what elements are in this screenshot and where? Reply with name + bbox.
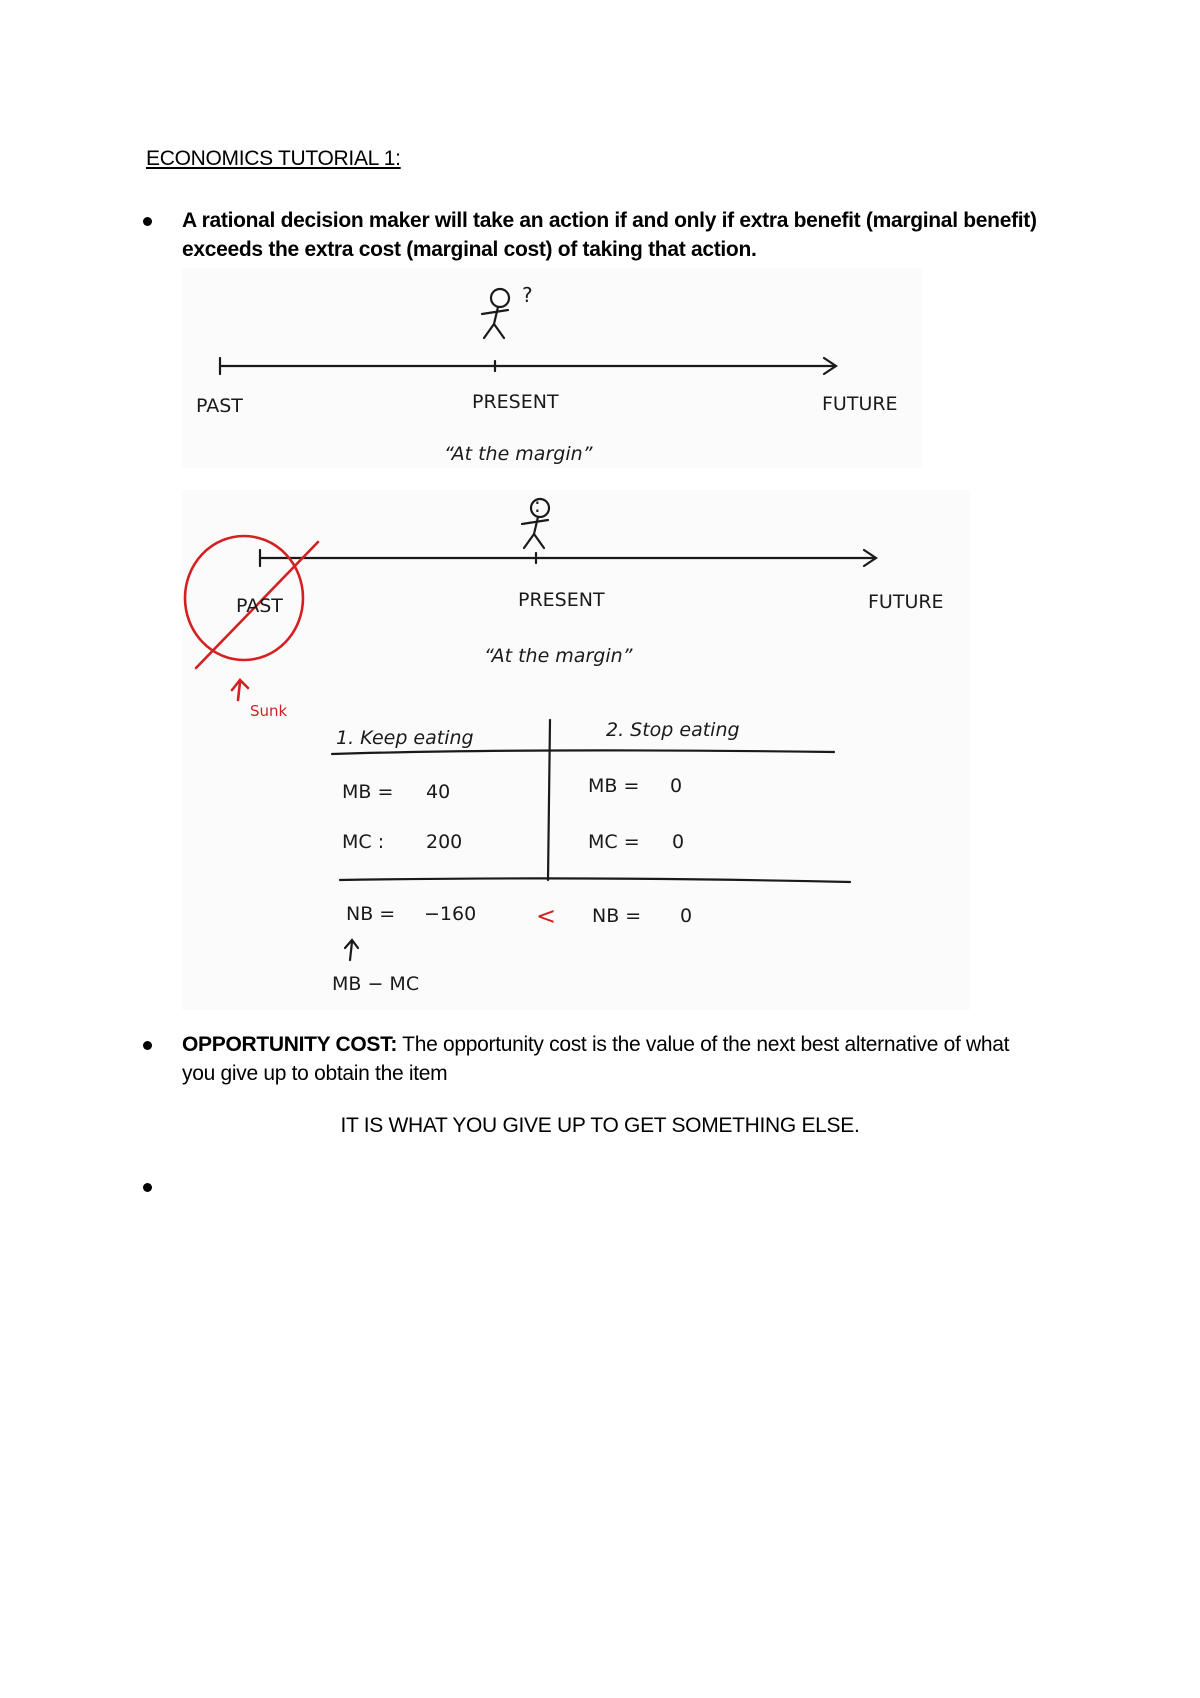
table-divider xyxy=(548,720,550,880)
timeline-sketch-2 xyxy=(182,490,970,1010)
bullet-marker xyxy=(143,1041,152,1050)
at-the-margin-1: “At the margin” xyxy=(444,443,593,465)
sunk-arrow-icon xyxy=(232,680,248,700)
nb-keep-label: NB = xyxy=(346,903,396,925)
table-header-line xyxy=(332,750,834,754)
stick-figure-body-2 xyxy=(522,517,548,548)
mc-stop-label: MC = xyxy=(588,831,640,853)
option-stop-eating: 2. Stop eating xyxy=(606,719,740,741)
at-the-margin-2: “At the margin” xyxy=(484,645,633,667)
present-label-2: PRESENT xyxy=(518,589,605,611)
page-title: ECONOMICS TUTORIAL 1: xyxy=(146,147,401,170)
mc-keep-value: 200 xyxy=(426,831,463,853)
rational-decision-text: A rational decision maker will take an action if and only if extra benefit (marginal benefit) exceeds the extra cost (marginal cost) of taking that action. xyxy=(182,209,1037,261)
future-label-2: FUTURE xyxy=(868,591,944,613)
mc-keep-label: MC : xyxy=(342,831,385,853)
mb-stop-value: 0 xyxy=(670,775,683,797)
nb-formula: MB − MC xyxy=(332,973,420,995)
nb-stop-label: NB = xyxy=(592,905,642,927)
future-label-1: FUTURE xyxy=(822,393,898,415)
formula-arrow-icon xyxy=(345,940,358,960)
present-label-1: PRESENT xyxy=(472,391,559,413)
stick-figure-body-1 xyxy=(482,307,508,338)
nb-keep-value: −160 xyxy=(424,903,477,925)
nb-stop-value: 0 xyxy=(680,905,693,927)
opportunity-cost-text xyxy=(182,1030,1042,1088)
mb-stop-label: MB = xyxy=(588,775,640,797)
comparison-sign: < xyxy=(536,902,557,930)
past-label-1: PAST xyxy=(196,395,243,417)
timeline-sketch-1 xyxy=(182,268,922,468)
sunk-label: Sunk xyxy=(250,702,288,720)
mb-keep-label: MB = xyxy=(342,781,394,803)
colon-mark: : xyxy=(534,493,541,517)
stick-figure-head-1 xyxy=(491,289,509,307)
past-label-2: PAST xyxy=(236,595,283,617)
timeline-sketch-1-svg xyxy=(182,268,922,468)
bullet-marker xyxy=(143,217,152,226)
option-keep-eating: 1. Keep eating xyxy=(336,727,474,749)
opportunity-cost-label: OPPORTUNITY COST: xyxy=(182,1033,398,1056)
mc-stop-value: 0 xyxy=(672,831,685,853)
empty-bullet-marker xyxy=(143,1183,152,1192)
mb-keep-value: 40 xyxy=(426,781,451,803)
timeline-sketch-2-svg xyxy=(182,490,970,1010)
question-mark: ? xyxy=(522,283,533,307)
opportunity-cost-definition: The opportunity cost is the value of the next best alternative of what you give up to obtain the item xyxy=(182,1033,1010,1085)
table-total-line xyxy=(340,878,850,882)
opportunity-cost-emphasis: IT IS WHAT YOU GIVE UP TO GET SOMETHING ELSE. xyxy=(340,1114,860,1137)
